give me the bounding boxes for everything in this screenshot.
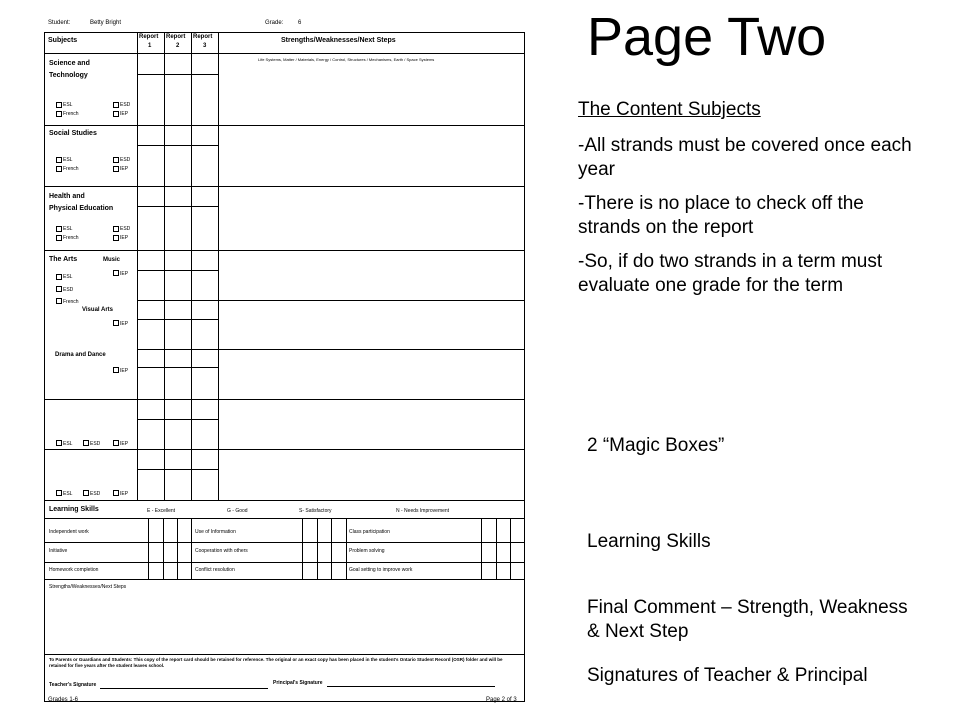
skills-col-line xyxy=(302,518,303,579)
grade-label: Grade: xyxy=(265,20,284,26)
music-iep-checkbox[interactable] xyxy=(113,270,119,276)
health-iep-checkbox[interactable] xyxy=(113,235,119,241)
science-iep-checkbox[interactable] xyxy=(113,111,119,117)
section-divider xyxy=(44,186,525,187)
magic1-iep-checkbox[interactable] xyxy=(113,440,119,446)
signatures-note: Signatures of Teacher & Principal xyxy=(587,665,868,686)
report-3-header: Report xyxy=(193,34,213,40)
learning-skills-note: Learning Skills xyxy=(587,531,711,552)
final-comment-note: Final Comment – Strength, Weakness & Next Step xyxy=(587,597,908,642)
skills-col-line xyxy=(496,518,497,579)
science-esd-checkbox[interactable] xyxy=(113,102,119,108)
arts-title: The Arts xyxy=(49,256,78,263)
skills-col-line xyxy=(317,518,318,579)
comment-bottom-line xyxy=(44,654,525,655)
esd-label: ESD xyxy=(120,226,131,232)
esd-label: ESD xyxy=(120,157,131,163)
social-esd-checkbox[interactable] xyxy=(113,157,119,163)
teacher-signature-label: Teacher's Signature xyxy=(49,682,97,688)
section-divider xyxy=(44,250,525,251)
esl-label: ESL xyxy=(63,441,73,447)
skills-col-line xyxy=(163,518,164,579)
health-title-line2: Physical Education xyxy=(49,205,114,212)
esl-label: ESL xyxy=(63,226,73,232)
skill-conflict-resolution: Conflict resolution xyxy=(195,567,235,573)
report-1-number: 1 xyxy=(148,43,152,49)
grade-box-line xyxy=(137,145,218,146)
final-comment-label: Strengths/Weaknesses/Next Steps xyxy=(49,584,127,590)
grade-box-line xyxy=(137,469,218,470)
magic1-esd-checkbox[interactable] xyxy=(83,440,89,446)
grade-box-line xyxy=(137,319,218,320)
esl-label: ESL xyxy=(63,102,73,108)
skills-col-line xyxy=(148,518,149,579)
social-studies-title: Social Studies xyxy=(49,130,97,137)
iep-label: IEP xyxy=(120,441,129,447)
skill-use-of-information: Use of Information xyxy=(195,529,236,535)
report-2-header: Report xyxy=(166,34,186,40)
grade-box-line xyxy=(137,270,218,271)
legend-excellent: E - Excellent xyxy=(147,508,176,514)
col-divider xyxy=(191,32,192,500)
iep-label: IEP xyxy=(120,271,129,277)
skill-independent-work: Independent work xyxy=(49,529,89,535)
esl-label: ESL xyxy=(63,274,73,280)
strengths-header: Strengths/Weaknesses/Next Steps xyxy=(281,37,396,44)
visual-arts-label: Visual Arts xyxy=(82,307,114,313)
social-french-checkbox[interactable] xyxy=(56,166,62,172)
skills-col-line xyxy=(510,518,511,579)
science-esl-checkbox[interactable] xyxy=(56,102,62,108)
skills-col-line xyxy=(331,518,332,579)
iep-label: IEP xyxy=(120,368,129,374)
skills-row-line xyxy=(44,562,525,563)
page-number: Page 2 of 3 xyxy=(486,697,517,703)
esl-label: ESL xyxy=(63,157,73,163)
note-point-3: -So, if do two strands in a term must evaluate one grade for the term xyxy=(578,251,883,296)
legend-satisfactory: S- Satisfactory xyxy=(299,508,332,514)
skill-cooperation: Cooperation with others xyxy=(195,548,248,554)
subjects-header: Subjects xyxy=(48,37,78,44)
col-divider xyxy=(164,32,165,500)
arts-esl-checkbox[interactable] xyxy=(56,274,62,280)
section-divider xyxy=(44,125,525,126)
iep-label: IEP xyxy=(120,235,129,241)
row-divider xyxy=(137,300,525,301)
skill-class-participation: Class participation xyxy=(349,529,390,535)
science-title-line1: Science and xyxy=(49,60,90,67)
esd-label: ESD xyxy=(90,441,101,447)
skills-row-line xyxy=(44,542,525,543)
legend-needs-improvement: N - Needs Improvement xyxy=(396,508,450,514)
iep-label: IEP xyxy=(120,321,129,327)
page-title: Page Two xyxy=(587,7,827,67)
science-strands: Life Systems, Matter / Materials, Energy / Control, Structures / Mechanisms, Earth / Space Systems xyxy=(258,57,435,62)
grade-box-line xyxy=(137,74,218,75)
health-esd-checkbox[interactable] xyxy=(113,226,119,232)
arts-esd-checkbox[interactable] xyxy=(56,286,62,292)
teacher-signature-line[interactable] xyxy=(100,688,268,689)
iep-label: IEP xyxy=(120,166,129,172)
grade-box-line xyxy=(137,206,218,207)
skills-col-line xyxy=(191,518,192,579)
magic-boxes-note: 2 “Magic Boxes” xyxy=(587,435,725,456)
skill-problem-solving: Problem solving xyxy=(349,548,385,554)
iep-label: IEP xyxy=(120,491,129,497)
grades-label: Grades 1-6 xyxy=(48,697,79,703)
report-2-number: 2 xyxy=(176,43,180,49)
note-point-1: -All strands must be covered once each year xyxy=(578,135,912,180)
principal-signature-label: Principal's Signature xyxy=(273,680,323,686)
section-divider xyxy=(44,399,525,400)
magic2-esd-checkbox[interactable] xyxy=(83,490,89,496)
content-subjects-heading: The Content Subjects xyxy=(578,99,761,120)
section-divider xyxy=(44,449,525,450)
iep-label: IEP xyxy=(120,111,129,117)
arts-french-checkbox[interactable] xyxy=(56,298,62,304)
col-divider xyxy=(137,32,138,500)
skill-initiative: Initiative xyxy=(49,548,68,554)
social-esl-checkbox[interactable] xyxy=(56,157,62,163)
visual-arts-iep-checkbox[interactable] xyxy=(113,320,119,326)
notes-content xyxy=(578,98,918,298)
health-title-line1: Health and xyxy=(49,193,85,200)
skill-goal-setting: Goal setting to improve work xyxy=(349,567,413,573)
skills-row-line xyxy=(44,579,525,580)
student-name: Betty Bright xyxy=(90,20,122,26)
skills-col-line xyxy=(177,518,178,579)
science-french-checkbox[interactable] xyxy=(56,111,62,117)
health-french-checkbox[interactable] xyxy=(56,235,62,241)
science-title-line2: Technology xyxy=(49,72,88,79)
esd-label: ESD xyxy=(63,287,74,293)
health-esl-checkbox[interactable] xyxy=(56,226,62,232)
magic1-esl-checkbox[interactable] xyxy=(56,440,62,446)
esl-label: ESL xyxy=(63,491,73,497)
parents-notice: To Parents or Guardians and Students: This copy of the report card should be retained for reference. The original or an exact copy has been placed in the student's Ontario Student Record (OSR) folder and will be retained for five years after the student leaves school. xyxy=(49,657,503,668)
skills-col-line xyxy=(346,518,347,579)
music-label: Music xyxy=(103,257,121,263)
note-point-2: -There is no place to check off the strands on the report xyxy=(578,193,864,238)
drama-iep-checkbox[interactable] xyxy=(113,367,119,373)
row-divider xyxy=(137,349,525,350)
french-label: French xyxy=(63,111,79,117)
header-divider xyxy=(44,53,525,54)
grade-value: 6 xyxy=(298,20,302,26)
drama-dance-label: Drama and Dance xyxy=(55,352,106,358)
esd-label: ESD xyxy=(120,102,131,108)
legend-good: G - Good xyxy=(227,508,248,514)
report-3-number: 3 xyxy=(203,43,207,49)
skill-homework-completion: Homework completion xyxy=(49,567,99,573)
learning-skills-title: Learning Skills xyxy=(49,506,99,513)
section-divider xyxy=(44,500,525,501)
french-label: French xyxy=(63,235,79,241)
skills-top-line xyxy=(44,518,525,519)
esd-label: ESD xyxy=(90,491,101,497)
magic2-iep-checkbox[interactable] xyxy=(113,490,119,496)
french-label: French xyxy=(63,299,79,305)
social-iep-checkbox[interactable] xyxy=(113,166,119,172)
skills-col-line xyxy=(481,518,482,579)
french-label: French xyxy=(63,166,79,172)
magic2-esl-checkbox[interactable] xyxy=(56,490,62,496)
principal-signature-line[interactable] xyxy=(327,686,495,687)
student-label: Student: xyxy=(48,20,71,26)
grade-box-line xyxy=(137,367,218,368)
col-divider xyxy=(218,32,219,500)
report-1-header: Report xyxy=(139,34,159,40)
grade-box-line xyxy=(137,419,218,420)
